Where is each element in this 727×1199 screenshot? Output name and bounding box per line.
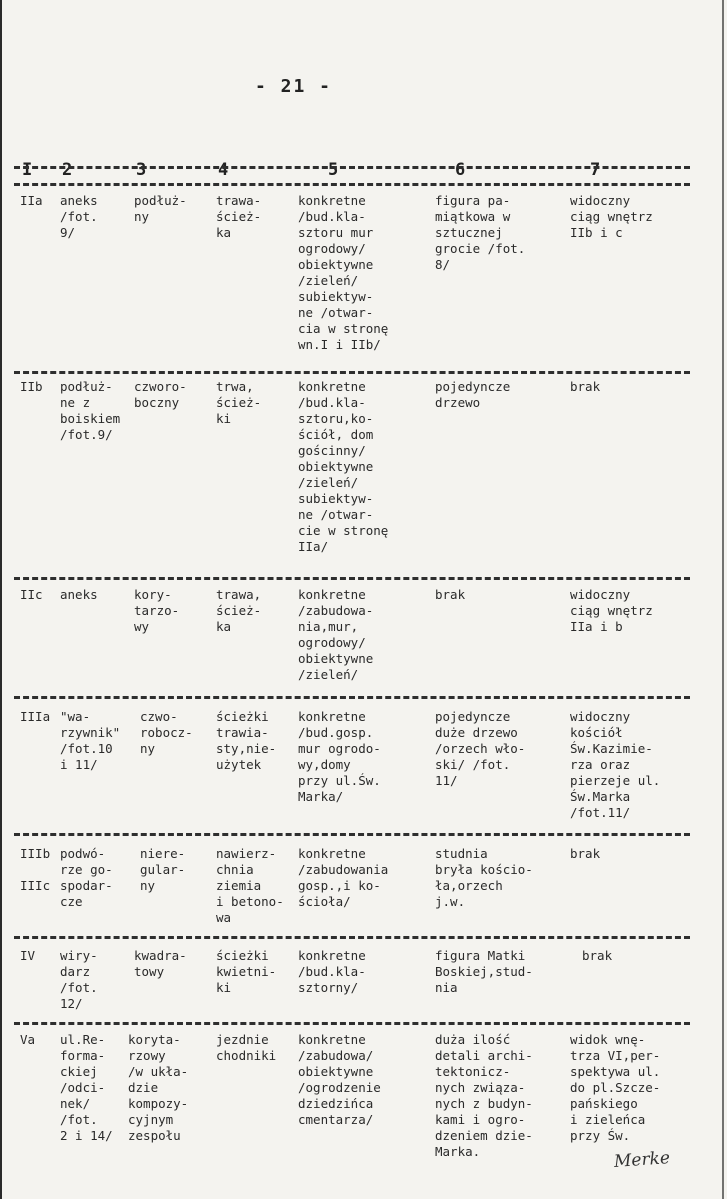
cell-shape: niere- gular- ny	[140, 846, 186, 893]
cell-dominant: duża ilość detali archi- tektonicz- nych związa- nych z budyn- kami i ogro- dzeniem dzie- Marka.	[435, 1032, 533, 1159]
column-header-7: 7	[590, 160, 601, 180]
cell-boundaries: konkretne /zabudowa/ obiektywne /ogrodzenie dziedzińca cmentarza/	[298, 1032, 381, 1127]
cell-boundaries: konkretne /zabudowa- nia,mur, ogrodowy/ obiektywne /zieleń/	[298, 587, 374, 682]
cell-shape: czworo- boczny	[134, 379, 187, 410]
cell-symbol: Va	[20, 1032, 36, 1047]
cell-shape: czwo- robocz- ny	[140, 709, 193, 756]
cell-surface: trawa- ścież- ka	[216, 193, 262, 240]
cell-symbol: IV	[20, 948, 36, 963]
row-divider	[14, 936, 690, 939]
row-divider	[14, 1022, 690, 1025]
cell-shape: kory- tarzo- wy	[134, 587, 180, 634]
cell-dominant: pojedyncze duże drzewo /orzech wło- ski/ /fot. 11/	[435, 709, 526, 788]
cell-symbol: IIa	[20, 193, 43, 208]
cell-symbol: IIb	[20, 379, 43, 394]
cell-dominant: figura Matki Boskiej,stud- nia	[435, 948, 533, 995]
cell-views: brak	[570, 846, 601, 861]
cell-shape: koryta- rzowy /w ukła- dzie kompozy- cyjnym zespołu	[128, 1032, 189, 1143]
cell-type: aneks	[60, 587, 98, 602]
cell-type: podłuż- ne z boiskiem /fot.9/	[60, 379, 121, 442]
column-header-3: 3	[136, 160, 147, 180]
header-rule-bottom	[14, 183, 690, 186]
row-divider	[14, 577, 690, 580]
cell-shape: kwadra- towy	[134, 948, 187, 979]
column-header-2: 2	[62, 160, 73, 180]
cell-symbol: IIIb IIIc	[20, 846, 51, 893]
column-header-5: 5	[328, 160, 339, 180]
cell-surface: ścieżki kwietni- ki	[216, 948, 277, 995]
cell-views: widoczny kościół Św.Kazimie- rza oraz pierzeje ul. Św.Marka /fot.11/	[570, 709, 661, 820]
column-header-1: I	[22, 160, 33, 180]
cell-surface: jezdnie chodniki	[216, 1032, 277, 1063]
cell-views: brak	[582, 948, 613, 963]
cell-symbol: IIIa	[20, 709, 51, 724]
cell-dominant: pojedyncze drzewo	[435, 379, 511, 410]
cell-type: aneks /fot. 9/	[60, 193, 98, 240]
cell-boundaries: konkretne /bud.kla- sztorny/	[298, 948, 366, 995]
cell-boundaries: konkretne /zabudowania gosp.,i ko- ścioła/	[298, 846, 389, 909]
cell-dominant: figura pa- miątkowa w sztucznej grocie /fot. 8/	[435, 193, 526, 272]
handwritten-signature: Merke	[613, 1148, 671, 1172]
cell-surface: ścieżki trawia- sty,nie- użytek	[216, 709, 277, 772]
cell-views: widoczny ciąg wnętrz IIb i c	[570, 193, 653, 240]
cell-boundaries: konkretne /bud.kla- sztoru mur ogrodowy/ obiektywne /zieleń/ subiektyw- ne /otwar- cia w stronę wn.I i IIb/	[298, 193, 389, 352]
cell-type: "wa- rzywnik" /fot.10 i 11/	[60, 709, 121, 772]
cell-views: brak	[570, 379, 601, 394]
header-rule-top	[14, 166, 690, 169]
column-header-4: 4	[218, 160, 229, 180]
cell-dominant: studnia bryła kościo- ła,orzech j.w.	[435, 846, 533, 909]
cell-surface: trawa, ścież- ka	[216, 587, 262, 634]
cell-views: widoczny ciąg wnętrz IIa i b	[570, 587, 653, 634]
cell-views: widok wnę- trza VI,per- spektywa ul. do pl.Szcze- pańskiego i zieleńca przy Św.	[570, 1032, 661, 1143]
column-header-6: 6	[455, 160, 466, 180]
cell-dominant: brak	[435, 587, 466, 602]
row-divider	[14, 696, 690, 699]
table-header	[0, 160, 727, 184]
cell-shape: podłuż- ny	[134, 193, 187, 224]
cell-type: podwó- rze go- spodar- cze	[60, 846, 113, 909]
cell-boundaries: konkretne /bud.kla- sztoru,ko- ściół, dom gościnny/ obiektywne /zieleń/ subiektyw- ne /otwar- cie w stronę IIa/	[298, 379, 389, 554]
page-number: - 21 -	[255, 76, 333, 97]
row-divider	[14, 833, 690, 836]
cell-surface: trwa, ścież- ki	[216, 379, 262, 426]
row-divider	[14, 371, 690, 374]
cell-symbol: IIc	[20, 587, 43, 602]
cell-type: ul.Re- forma- ckiej /odci- nek/ /fot. 2 i 14/	[60, 1032, 113, 1143]
cell-type: wiry- darz /fot. 12/	[60, 948, 98, 1011]
cell-surface: nawierz- chnia ziemia i betono- wa	[216, 846, 284, 925]
cell-boundaries: konkretne /bud.gosp. mur ogrodo- wy,domy przy ul.Św. Marka/	[298, 709, 381, 804]
